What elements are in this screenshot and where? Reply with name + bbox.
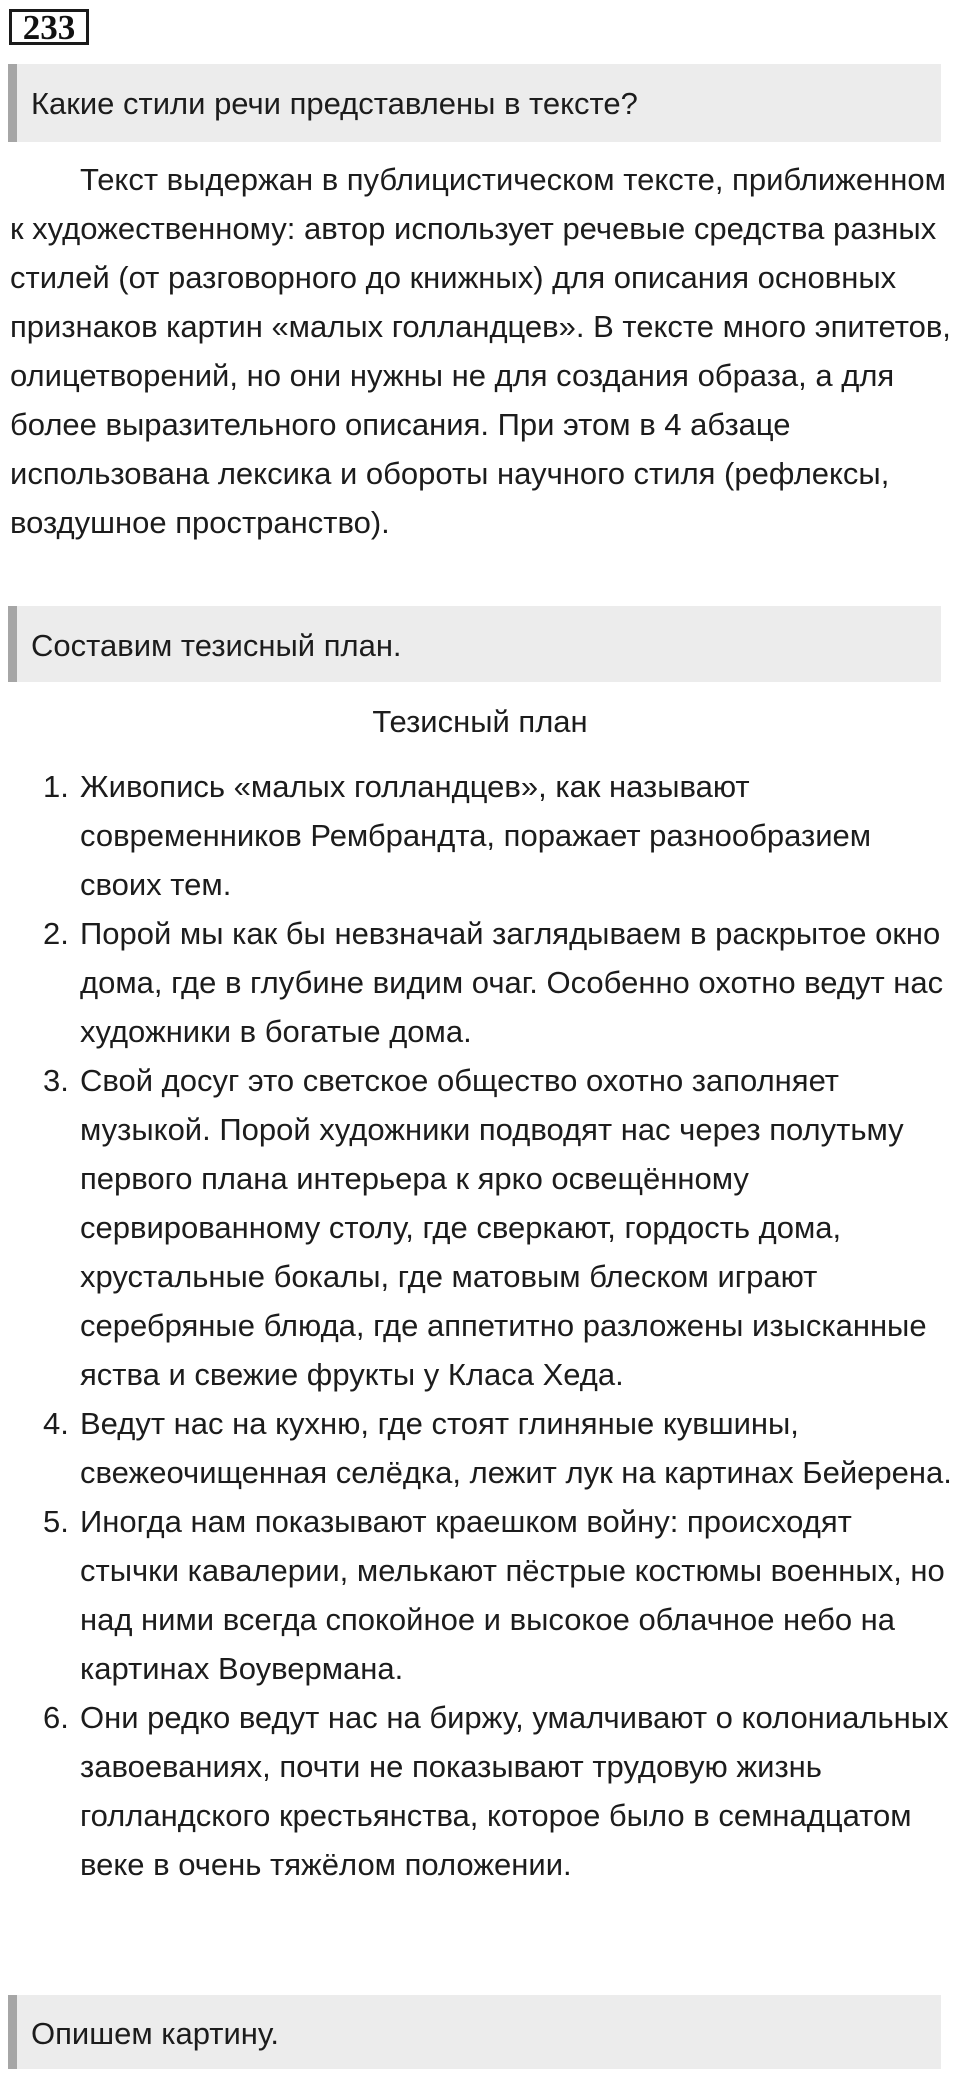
plan-title: Тезисный план xyxy=(372,704,588,739)
plan-item-text: Они редко ведут нас на биржу, умалчивают о колониальных завоеваниях, почти не показывают трудовую жизнь голландского крестьянства, которое было в семнадцатом веке в очень тяжёлом положении. xyxy=(80,1700,949,1882)
plan-item xyxy=(0,1399,960,1497)
plan-item-number: 6. xyxy=(43,1700,69,1735)
plan-item-number: 5. xyxy=(43,1504,69,1539)
answer-paragraph: Текст выдержан в публицистическом тексте, приближенном к художественному: автор использует речевые средства разных стилей (от разговорного до книжных) для описания основных признаков картин «малых голландцев». В тексте много эпитетов, олицетворений, но они нужны не для создания образа, а для более выразительного описания. При этом в 4 абзаце использована лексика и обороты научного стиля (рефлексы, воздушное пространство). xyxy=(10,162,951,540)
plan-item xyxy=(0,1497,960,1693)
question-bar-describe: Опишем картину. xyxy=(8,1995,941,2069)
plan-item-text: Иногда нам показывают краешком войну: происходят стычки кавалерии, мелькают пёстрые костюмы военных, но над ними всегда спокойное и высокое облачное небо на картинах Воувермана. xyxy=(80,1504,945,1686)
plan-item-number: 1. xyxy=(43,769,69,804)
plan-item-number: 2. xyxy=(43,916,69,951)
plan-item xyxy=(0,1693,960,1889)
plan-item-text: Ведут нас на кухню, где стоят глиняные кувшины, свежеочищенная селёдка, лежит лук на картинах Бейерена. xyxy=(80,1406,952,1490)
plan-item-number: 3. xyxy=(43,1063,69,1098)
plan-item-number: 4. xyxy=(43,1406,69,1441)
plan-item-text: Живопись «малых голландцев», как называют современников Рембрандта, поражает разнообразием своих тем. xyxy=(80,769,872,902)
plan-item xyxy=(0,1056,960,1399)
plan-item xyxy=(0,762,960,909)
plan-item xyxy=(0,909,960,1056)
plan-item-text: Порой мы как бы невзначай заглядываем в раскрытое окно дома, где в глубине видим очаг. Особенно охотно ведут нас художники в богатые дома. xyxy=(80,916,944,1049)
question-bar-styles: Какие стили речи представлены в тексте? xyxy=(8,64,941,142)
question-bar-plan: Составим тезисный план. xyxy=(8,606,941,682)
exercise-number: 233 xyxy=(9,9,89,45)
plan-item-text: Свой досуг это светское общество охотно заполняет музыкой. Порой художники подводят нас через полутьму первого плана интерьера к ярко освещённому сервированному столу, где сверкают, гордость дома, хрустальные бокалы, где матовым блеском играют серебряные блюда, где аппетитно разложены изысканные яства и свежие фрукты у Класа Хеда. xyxy=(80,1063,927,1392)
plan-list xyxy=(0,762,960,1889)
